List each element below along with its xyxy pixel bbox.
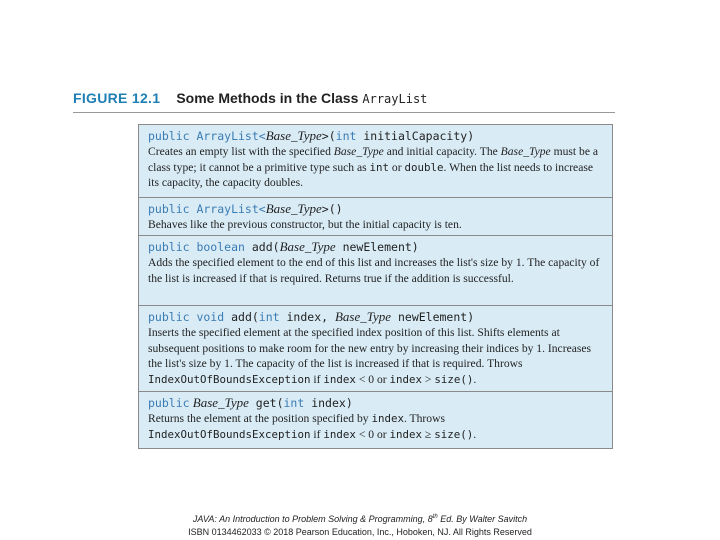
sig-part: >( (321, 129, 336, 143)
desc-code: index (371, 412, 404, 425)
sig-part: get( (248, 396, 284, 410)
desc-part: > (422, 372, 435, 386)
desc-code: double (404, 160, 444, 174)
desc-part: . When the list needs to increase its capacity, the capacity doubles. (148, 160, 594, 190)
footer-copyright: ISBN 0134462033 © 2018 Pearson Education, Inc., Hoboken, NJ. All Rights Reserved (188, 527, 532, 537)
sig-part: Base_Type (265, 201, 322, 216)
desc-code: index (323, 427, 356, 441)
desc-part: . (473, 372, 477, 386)
sig-part: Base_Type (334, 309, 392, 324)
desc-part: Inserts the specified element at the specified index position of this list. Shifts elements at subsequent positions to make room for the new entry by increasing their indices by 1. Increases the list's size by 1. The capacity of the list is increased if that is required. Throws (148, 326, 592, 371)
method-description: Adds the specified element to the end of this list and increases the list's size by 1. The capacity of the list is increased if that is required. Returns true if the addition is successful. (148, 256, 600, 285)
method-row-constructor-default (139, 198, 612, 236)
sig-part: add( (244, 240, 280, 254)
method-row-get (139, 392, 612, 448)
sig-part: >() (321, 202, 343, 216)
desc-code: IndexOutOfBoundsException (148, 427, 311, 441)
method-row-add-index (139, 306, 612, 392)
desc-code: index (389, 372, 423, 386)
method-description: Behaves like the previous constructor, but the initial capacity is ten. (148, 218, 462, 231)
figure-class-name: ArrayList (362, 92, 428, 106)
method-row-add (139, 236, 612, 306)
method-signature (148, 239, 606, 255)
sig-part: public ArrayList< (148, 129, 266, 143)
sig-part: initialCapacity) (356, 129, 475, 143)
footer-part: JAVA: An Introduction to Problem Solving & Programming, 8 (192, 514, 433, 524)
desc-part: . Throws (403, 412, 445, 425)
figure-label: FIGURE 12.1 (73, 90, 161, 106)
sig-part: index, (279, 310, 335, 324)
method-signature (148, 128, 606, 144)
desc-code: index (323, 372, 356, 386)
sig-part: index) (304, 396, 353, 410)
method-signature (148, 309, 606, 325)
desc-part: if (310, 372, 324, 386)
desc-part: . (473, 427, 477, 441)
footer-sup: th (432, 514, 438, 520)
sig-part: Base_Type (189, 395, 249, 410)
sig-part: public void (148, 310, 225, 324)
desc-part: Base_Type (333, 145, 384, 158)
desc-part: Creates an empty list with the specified (148, 145, 334, 158)
sig-part: int (335, 129, 357, 143)
sig-part: int (258, 310, 280, 324)
sig-part: int (283, 396, 305, 410)
method-description (148, 144, 606, 191)
figure-title: Some Methods in the Class (176, 90, 359, 106)
desc-part: Returns the element at the position specified by (148, 412, 372, 425)
figure-header (73, 90, 427, 110)
desc-part: must be a class type; it cannot be a primitive type such as (148, 145, 599, 174)
method-row-constructor-capacity (139, 125, 612, 198)
desc-part: ≥ (422, 427, 435, 441)
footer-part: Ed. By Walter Savitch (437, 514, 528, 524)
desc-code: size() (434, 372, 474, 386)
sig-part: newElement) (335, 240, 419, 254)
sig-part: public ArrayList< (148, 202, 266, 216)
desc-part: and initial capacity. The (383, 145, 501, 158)
sig-part: add( (224, 310, 259, 324)
method-description (148, 325, 606, 387)
footer-book-title (0, 514, 720, 524)
method-description (148, 411, 606, 442)
desc-code: index (389, 427, 423, 441)
sig-part: newElement) (391, 310, 475, 324)
methods-table (138, 124, 613, 449)
sig-part: public (148, 396, 190, 410)
sig-part: Base_Type (265, 128, 322, 143)
sig-part: public boolean (148, 240, 245, 254)
desc-code: size() (434, 427, 474, 441)
desc-part: Base_Type (500, 145, 551, 158)
desc-code: int (369, 160, 390, 174)
method-signature (148, 395, 606, 411)
desc-part: < 0 or (355, 372, 390, 386)
header-rule (73, 112, 615, 113)
desc-part: if (310, 427, 324, 441)
desc-code: IndexOutOfBoundsException (148, 372, 311, 386)
method-signature (148, 201, 606, 217)
desc-part: or (389, 160, 405, 174)
sig-part: Base_Type (279, 239, 336, 254)
desc-part: < 0 or (355, 427, 390, 441)
